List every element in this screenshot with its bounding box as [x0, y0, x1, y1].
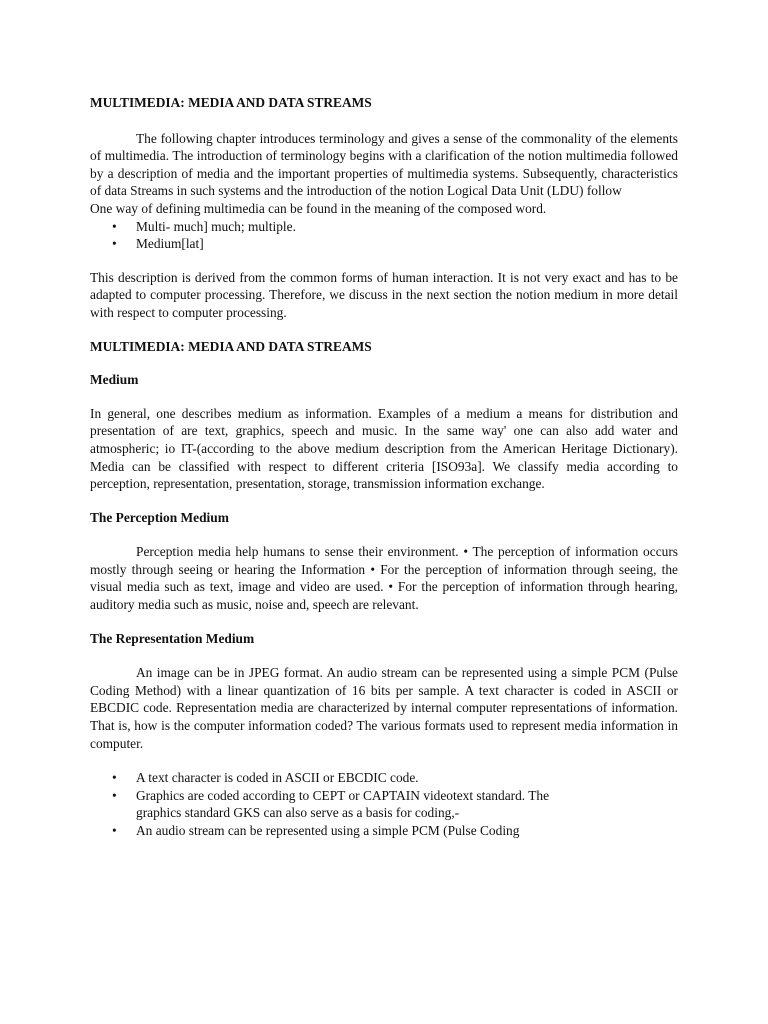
medium-heading: Medium: [90, 372, 139, 388]
representation-heading: The Representation Medium: [90, 630, 255, 646]
intro-paragraph-2: One way of defining multimedia can be found in the meaning of the composed word.: [90, 200, 547, 216]
word-bullet-list: [90, 218, 678, 253]
section-heading: MULTIMEDIA: MEDIA AND DATA STREAMS: [90, 95, 372, 110]
document-page: [90, 94, 678, 840]
description-paragraph: This description is derived from the common forms of human interaction. It is not very exact and has to be adapted to computer processing. Therefore, we discuss in the next section the notion medium in more detail with respect to computer processing.: [90, 269, 678, 320]
bullet-icon: •: [112, 787, 117, 803]
medium-paragraph: In general, one describes medium as information. Examples of a medium a means for distribution and presentation of are text, graphics, speech and music. In the same way' one can also add water and atmospheric; io IT-(according to the above medium description from the American Heritage Dictionary). Media can be classified with respect to different criteria [ISO93a]. We classify media according to perception, representation, presentation, storage, transmission information exchange.: [90, 405, 678, 492]
list-item: • Medium[lat]: [112, 236, 204, 252]
bullet-icon: •: [112, 823, 117, 838]
representation-paragraph: An image can be in JPEG format. An audio stream can be represented using a simple PCM (Pulse Coding Method) with a linear quantization of 16 bits per sample. A text character is coded in ASCII or EBCDIC code. Representation media are characterized by internal computer representations of information. That is, how is the computer information coded? The various formats used to represent media information in computer.: [90, 665, 678, 751]
bullet-icon: •: [112, 236, 117, 252]
perception-heading: The Perception Medium: [90, 509, 229, 525]
bullet-icon: •: [112, 218, 117, 234]
bullet-icon: •: [112, 770, 117, 786]
intro-paragraph: The following chapter introduces terminology and gives a sense of the commonality of the elements of multimedia. The introduction of terminology begins with a clarification of the notion multimedia followed by a description of media and the important properties of multimedia systems. Subsequently, characteristics of data Streams in such systems and the introduction of the notion Logical Data Unit (LDU) follow: [90, 130, 678, 199]
list-item: • Multi- much] much; multiple.: [112, 218, 296, 234]
section-heading-2: MULTIMEDIA: MEDIA AND DATA STREAMS: [90, 338, 372, 354]
list-item: • An audio stream can be represented using a simple PCM (Pulse Coding: [112, 823, 520, 838]
list-item: graphics standard GKS can also serve as a basis for coding,-: [136, 805, 460, 821]
representation-bullet-list: [90, 769, 678, 839]
perception-paragraph: Perception media help humans to sense their environment. • The perception of information occurs mostly through seeing or hearing the Information • For the perception of information through seeing, the visual media such as text, image and video are used. • For the perception of information through hearing, auditory media such as music, noise and, speech are relevant.: [90, 544, 678, 613]
list-item: • A text character is coded in ASCII or EBCDIC code.: [112, 770, 419, 786]
list-item: • Graphics are coded according to CEPT or CAPTAIN videotext standard. The: [112, 787, 550, 803]
